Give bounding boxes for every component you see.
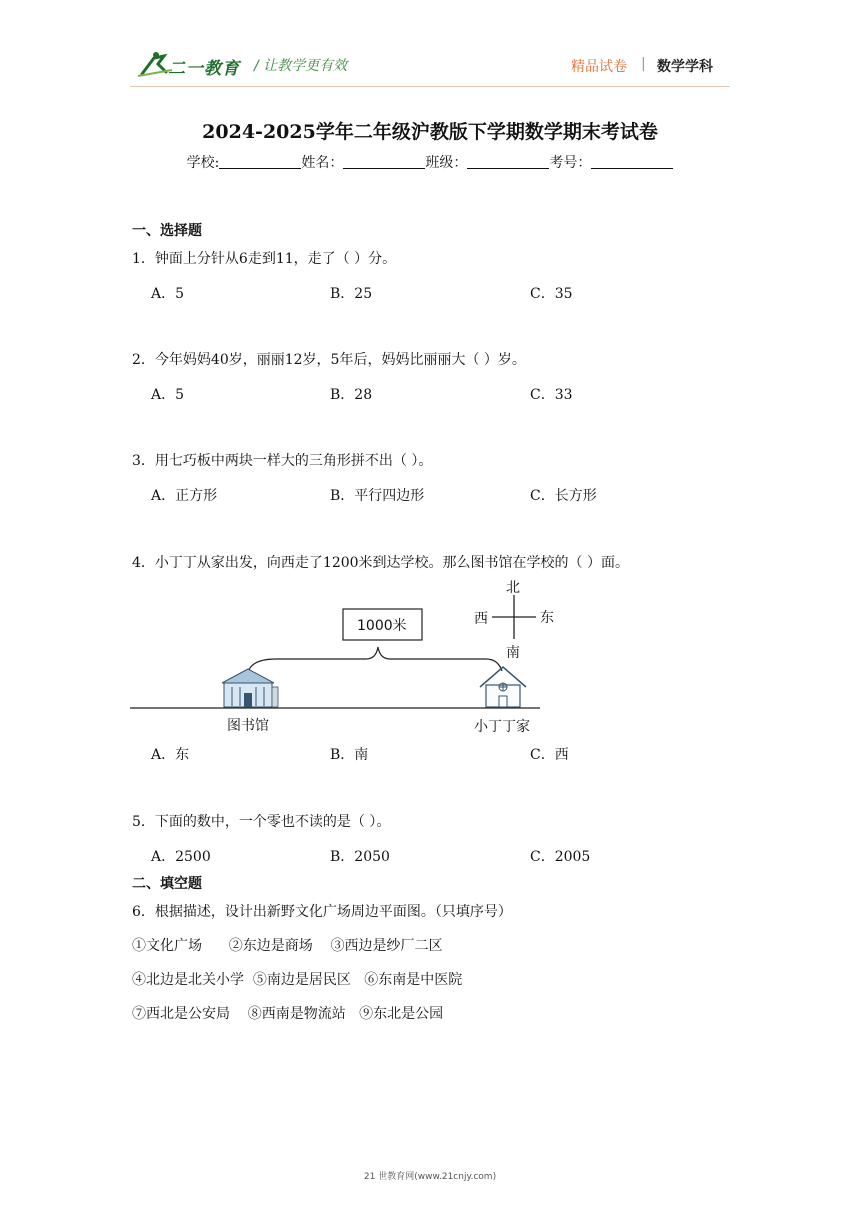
school-field[interactable] — [219, 154, 301, 169]
exam-tag: 精品试卷 — [571, 59, 627, 75]
section-heading-choice: 一、选择题 — [132, 223, 202, 239]
header-separator: | — [641, 56, 646, 72]
number-field[interactable] — [591, 154, 673, 169]
q4-option-c[interactable]: C．西 — [530, 747, 569, 763]
logo-text: 二一教育 — [168, 59, 240, 79]
q4-option-b[interactable]: B．南 — [330, 747, 369, 763]
subject-tag: 数学学科 — [657, 59, 713, 75]
slogan: / 让教学更有效 — [254, 58, 348, 74]
library-building-icon — [222, 669, 278, 707]
compass-east-label: 东 — [540, 610, 554, 626]
q3-option-c[interactable]: C．长方形 — [530, 488, 597, 504]
question-6-stem: 6．根据描述，设计出新野文化广场周边平面图。（只填序号） — [132, 904, 512, 920]
distance-brace — [248, 647, 502, 672]
compass-west-label: 西 — [474, 611, 488, 627]
name-field[interactable] — [343, 154, 425, 169]
home-label: 小丁丁家 — [474, 719, 530, 735]
q5-option-a[interactable]: A．2500 — [151, 849, 211, 865]
section-heading-fill: 二、填空题 — [132, 876, 202, 892]
header-divider — [130, 86, 730, 87]
q1-option-c[interactable]: C．35 — [530, 286, 573, 302]
q3-option-b[interactable]: B．平行四边形 — [330, 488, 425, 504]
page-footer: 21 世教育网(www.21cnjy.com) — [363, 1172, 497, 1182]
question-2-stem: 2．今年妈妈40岁，丽丽12岁，5年后，妈妈比丽丽大（ ）岁。 — [132, 352, 526, 368]
q5-option-c[interactable]: C．2005 — [530, 849, 591, 865]
number-label: 考号： — [549, 155, 592, 171]
question-5-stem: 5．下面的数中，一个零也不读的是（ ）。 — [132, 814, 391, 830]
question-4-stem: 4．小丁丁从家出发，向西走了1200米到达学校。那么图书馆在学校的（ ）面。 — [132, 555, 629, 571]
class-label: 班级： — [425, 155, 468, 171]
question-6-line-1: ①文化广场 ②东边是商场 ③西边是纱厂二区 — [132, 938, 443, 954]
q2-option-c[interactable]: C．33 — [530, 387, 573, 403]
compass-north-label: 北 — [506, 580, 520, 596]
class-field[interactable] — [467, 154, 549, 169]
library-label: 图书馆 — [227, 718, 269, 734]
school-label: 学校: — [186, 155, 220, 171]
question-6-line-3: ⑦西北是公安局 ⑧西南是物流站 ⑨东北是公园 — [132, 1006, 444, 1022]
question-1-stem: 1．钟面上分针从6走到11，走了（ ）分。 — [132, 251, 397, 267]
distance-label: 1000米 — [357, 618, 407, 634]
q1-option-b[interactable]: B．25 — [330, 286, 373, 302]
student-info-line — [0, 152, 860, 172]
question-3-stem: 3．用七巧板中两块一样大的三角形拼不出（ ）。 — [132, 453, 433, 469]
compass-south-label: 南 — [506, 645, 520, 661]
q2-option-b[interactable]: B．28 — [330, 387, 373, 403]
q4-option-a[interactable]: A．东 — [151, 747, 190, 763]
question-6-line-2: ④北边是北关小学 ⑤南边是居民区 ⑥东南是中医院 — [132, 972, 463, 988]
q1-option-a[interactable]: A．5 — [151, 286, 185, 302]
q3-option-a[interactable]: A．正方形 — [151, 488, 218, 504]
q5-option-b[interactable]: B．2050 — [330, 849, 390, 865]
page-title: 2024-2025学年二年级沪教版下学期数学期末考试卷 — [202, 121, 658, 143]
home-house-icon — [480, 667, 526, 707]
q2-option-a[interactable]: A．5 — [151, 387, 185, 403]
name-label: 姓名： — [301, 155, 344, 171]
